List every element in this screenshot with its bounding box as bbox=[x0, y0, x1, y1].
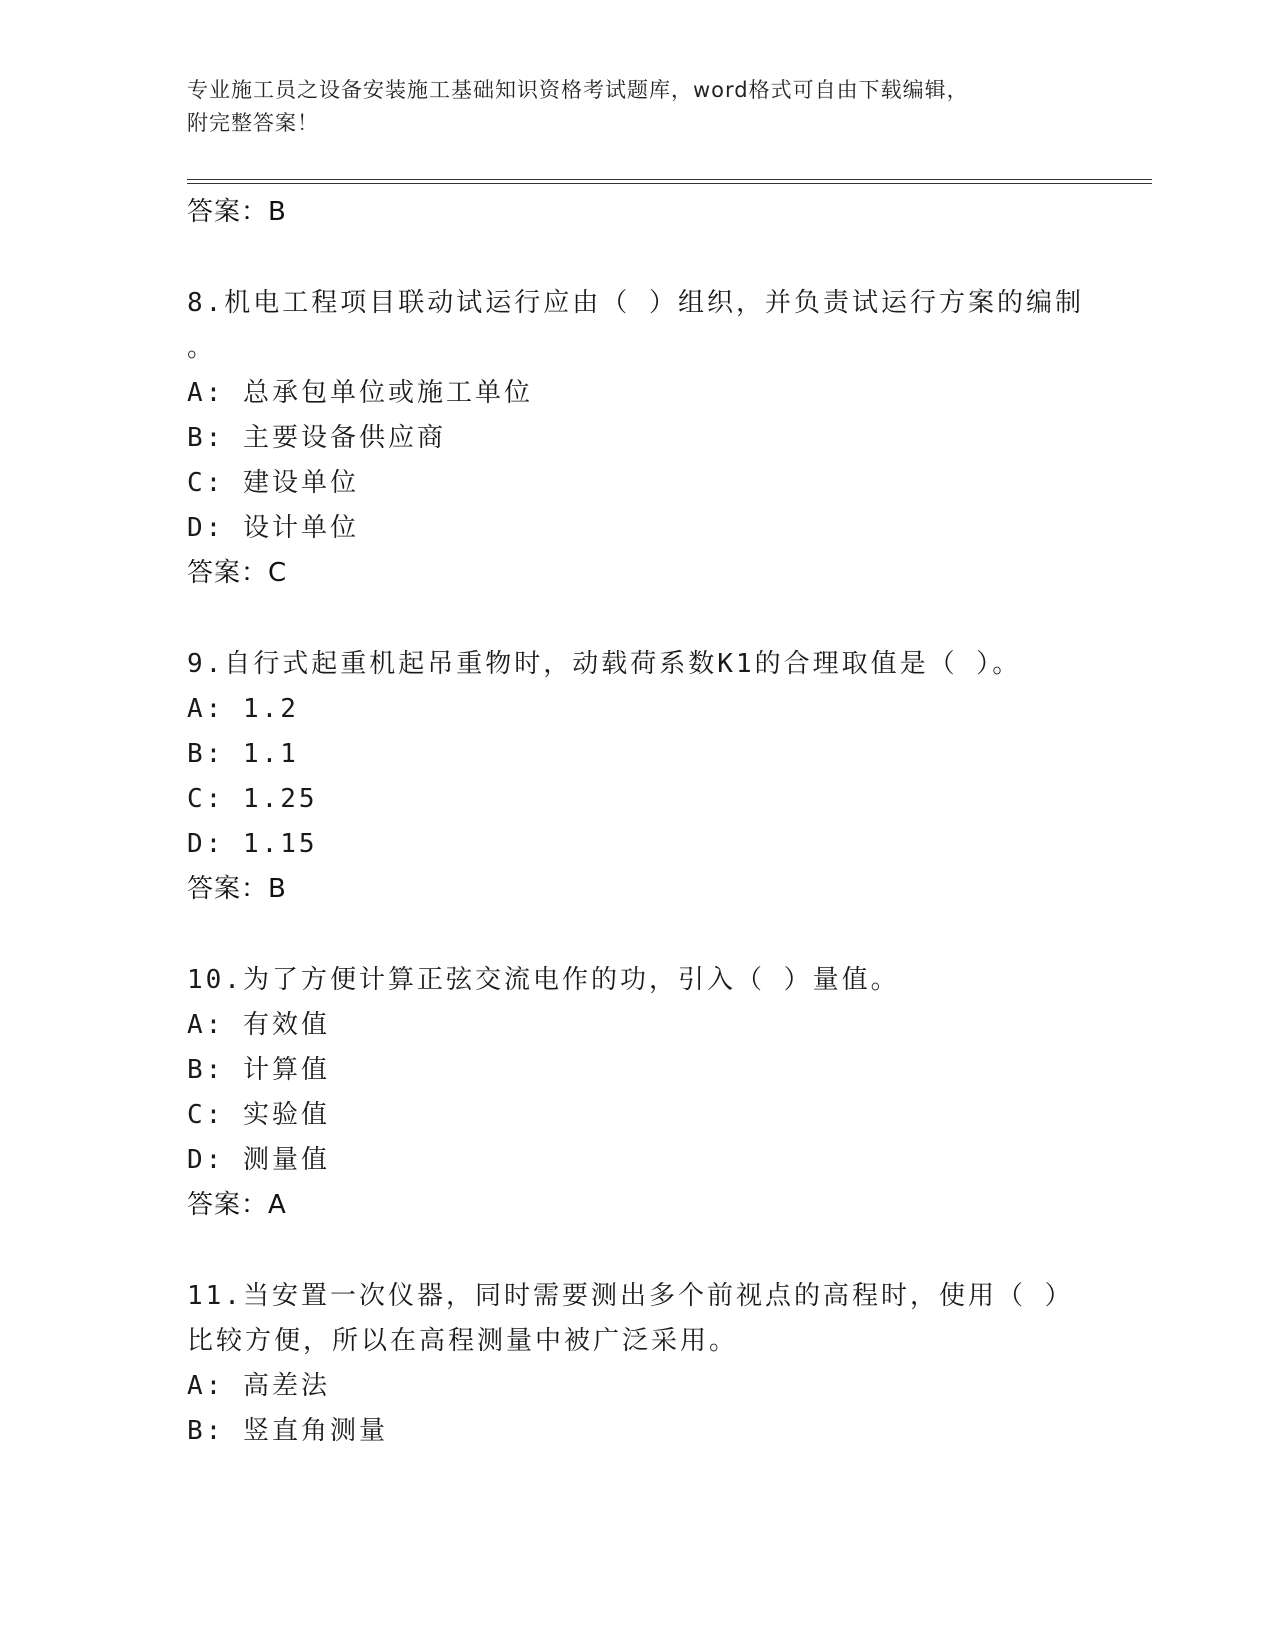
option-c: C: 建设单位 bbox=[187, 468, 359, 498]
option-c: C: 1.25 bbox=[187, 784, 318, 814]
document-header bbox=[187, 74, 1067, 140]
option-b: B: 竖直角测量 bbox=[187, 1416, 388, 1446]
question-11 bbox=[187, 1274, 1087, 1454]
question-list bbox=[187, 190, 1087, 1454]
header-line-2: 附完整答案！ bbox=[187, 111, 319, 135]
option-a: A: 1.2 bbox=[187, 694, 299, 724]
option-b: B: 1.1 bbox=[187, 739, 299, 769]
question-9 bbox=[187, 642, 1087, 912]
question-stem: 11.当安置一次仪器，同时需要测出多个前视点的高程时，使用（ ） bbox=[187, 1281, 1074, 1311]
question-8 bbox=[187, 281, 1087, 596]
option-b: B: 主要设备供应商 bbox=[187, 423, 446, 453]
question-stem-continued: 。 bbox=[187, 333, 217, 363]
question-stem: 10.为了方便计算正弦交流电作的功，引入（ ）量值。 bbox=[187, 965, 900, 995]
option-d: D: 1.15 bbox=[187, 829, 318, 859]
question-10 bbox=[187, 958, 1087, 1228]
option-d: D: 设计单位 bbox=[187, 513, 359, 543]
option-d: D: 测量值 bbox=[187, 1145, 330, 1175]
answer-line: 答案：B bbox=[187, 874, 287, 904]
header-divider-top bbox=[187, 179, 1152, 180]
option-c: C: 实验值 bbox=[187, 1100, 330, 1130]
option-b: B: 计算值 bbox=[187, 1055, 330, 1085]
question-stem: 8.机电工程项目联动试运行应由（ ）组织，并负责试运行方案的编制 bbox=[187, 288, 1084, 318]
option-a: A: 高差法 bbox=[187, 1371, 330, 1401]
answer-line: 答案：C bbox=[187, 558, 288, 588]
option-a: A: 有效值 bbox=[187, 1010, 330, 1040]
header-line-1: 专业施工员之设备安装施工基础知识资格考试题库，word格式可自由下载编辑， bbox=[187, 78, 969, 102]
option-a: A: 总承包单位或施工单位 bbox=[187, 378, 533, 408]
header-divider-bottom bbox=[187, 183, 1152, 184]
previous-answer: 答案：B bbox=[187, 197, 287, 227]
answer-line: 答案：A bbox=[187, 1190, 287, 1220]
question-stem: 9.自行式起重机起吊重物时，动载荷系数K1的合理取值是（ ）。 bbox=[187, 649, 1022, 679]
question-stem-continued: 比较方便，所以在高程测量中被广泛采用。 bbox=[187, 1326, 739, 1356]
